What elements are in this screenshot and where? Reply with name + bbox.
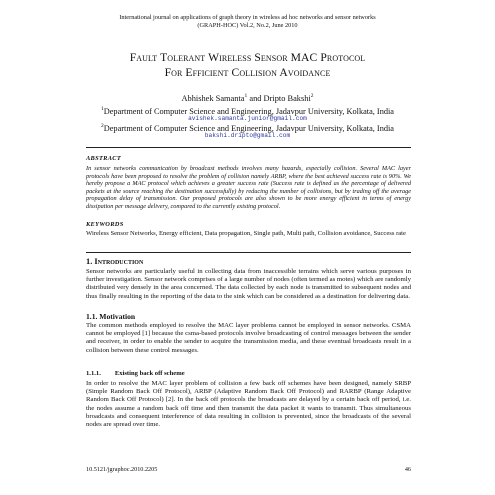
section-backoff-heading: [86, 370, 185, 378]
author-sup-1: 1: [244, 93, 248, 99]
author-name-1: Abhishek Samanta: [181, 93, 245, 103]
divider-top: [86, 147, 411, 148]
affiliation-sup-2: 2: [101, 123, 104, 129]
email-2[interactable]: bakshi.dripto@gmail.com: [204, 132, 291, 139]
abstract-text: In sensor networks communication by broadcast methods involves many hazards, especially collision. Several MAC layer protocols have been proposed to resolve the problem of collision namely ARBP, where the best achieved success rate is 90%. We hereby propose a MAC protocol which achieves a greater success rate (Success rate is defined as the percentage of delivered packets at the source reaching the destination successfully) by reducing the number of collisions, but by trading off the average propagation delay of transmission. Our proposed protocols are also shown to be more energy efficient in terms of energy dissipation per message delivery, compared to the currently existing protocol.: [86, 165, 411, 210]
abstract-heading: ABSTRACT: [86, 155, 122, 162]
paper-title: [60, 51, 435, 80]
journal-header-line2: (GRAPH-HOC) Vol.2, No.2, June 2010: [197, 22, 298, 29]
paper-title-line2: For Efficient Collision Avoidance: [164, 65, 331, 79]
affiliation-text-1: Department of Computer Science and Engineering, Jadavpur University, Kolkata, India: [103, 106, 394, 116]
section-introduction-text: Sensor networks are particularly useful in collecting data from inaccessible terrains which serve various purposes in further investigation. Sensor network comprises of a large number of nodes (often termed as motes) which are randomly distributed very densely in the area concerned. The data collected by each node is transmitted to subsequent nodes and thus finally resulting in the reporting of the data to the sink which can be considered as a destination for delivering data.: [86, 268, 411, 300]
affiliation-sup-1: 1: [101, 106, 104, 112]
section-backoff-number: 1.1.1.: [86, 370, 101, 377]
email-1[interactable]: avishek.samanta.junior@gmail.com: [188, 115, 307, 122]
divider-bottom: [86, 252, 411, 253]
journal-header-line1: International journal on applications of graph theory in wireless ad hoc networks and sensor networks: [119, 14, 376, 21]
journal-header: [60, 14, 435, 30]
doi-footer: 10.5121/jgraphoc.2010.2205: [86, 466, 158, 473]
author-name-2: and Dripto Bakshi: [247, 93, 311, 103]
section-introduction-heading: 1. Introduction: [86, 257, 144, 266]
affiliation-text-2: Department of Computer Science and Engineering, Jadavpur University, Kolkata, India: [103, 123, 394, 133]
section-backoff-title: Existing back off scheme: [114, 370, 185, 377]
keywords-heading: KEYWORDS: [86, 221, 124, 228]
keywords-text: Wireless Sensor Networks, Energy efficient, Data propagation, Single path, Multi path, Collision avoidance, Success rate: [86, 230, 406, 237]
page-number: 46: [404, 466, 411, 473]
section-backoff-text: In order to resolve the MAC layer problem of collision a few back off schemes have been designed, namely SRBP (Simple Random Back Off Protocol), ARBP (Adaptive Random Back Off Protocol) and RARBP (Range Adaptive Random Back Off Protocol) [2]. In the back off protocols the broadcasts are delayed by a certain back off period, i.e. the nodes assume a random back off time and then transmit the data packet it wants to transmit. Thus simultaneous broadcasts and consequent interference of data resulting in collision is prevented, since the broadcasts of the several nodes are spread over time.: [86, 380, 411, 429]
author-sup-2: 2: [310, 93, 314, 99]
author-list: [60, 91, 435, 104]
section-motivation-text: The common methods employed to resolve the MAC layer problems cannot be employed in sensor networks. CSMA cannot be employed [1] because the csma-based protocols involve broadcasting of control messages between the sender and receiver, in order to enable the sender to acquire the transmission media, and these eventual broadcasts result in a collision between these control messages.: [86, 322, 411, 354]
paper-title-line1: Fault Tolerant Wireless Sensor MAC Protocol: [129, 51, 366, 64]
section-motivation-heading: 1.1. Motivation: [86, 312, 136, 321]
